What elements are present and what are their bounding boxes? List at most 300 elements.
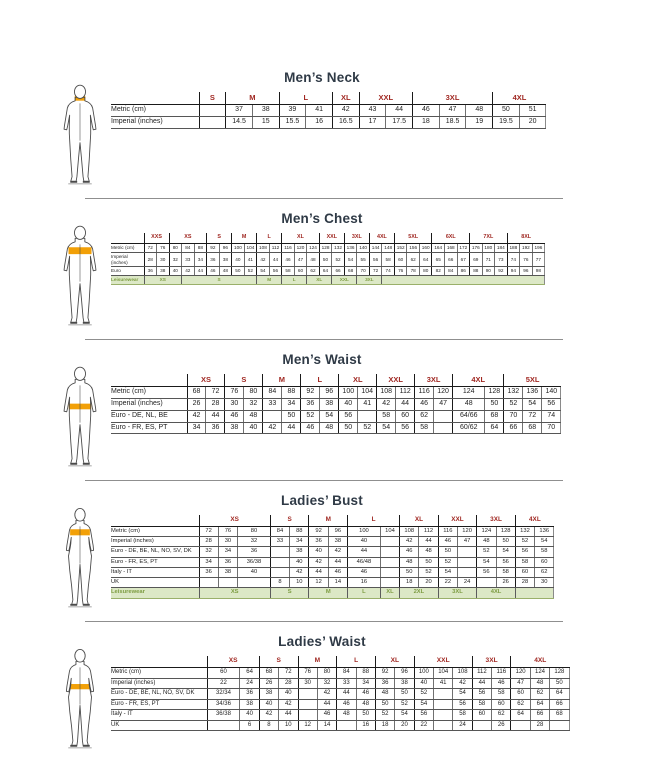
figure-male-waist	[57, 366, 103, 468]
size-value-cell: 36/38	[238, 557, 271, 567]
size-value-cell: 50	[395, 689, 414, 700]
size-value-cell: 18	[375, 720, 394, 731]
size-value-cell: 64	[530, 699, 549, 710]
size-value-cell: 34	[218, 547, 237, 557]
size-value-cell	[298, 710, 317, 721]
table-row	[111, 527, 554, 537]
size-table-corner	[111, 374, 187, 387]
size-value-cell: 50	[375, 699, 394, 710]
size-value-cell: 54	[535, 537, 554, 547]
size-value-cell: 168	[445, 243, 458, 252]
size-value-cell: 34	[356, 678, 375, 689]
size-value-cell: 58	[282, 267, 295, 276]
leisurewear-cell: 2XL	[400, 588, 439, 598]
size-value-cell: 192	[520, 243, 533, 252]
size-value-cell: 68	[259, 668, 278, 679]
table-row	[111, 410, 561, 422]
size-value-cell	[199, 117, 226, 129]
section-title: Ladies’ Waist	[278, 634, 366, 649]
size-value-cell: 42	[332, 105, 359, 117]
size-value-cell: 16	[306, 117, 333, 129]
size-value-cell: 74	[542, 410, 561, 422]
size-value-cell: 52	[477, 547, 496, 557]
size-value-cell: 50	[356, 710, 375, 721]
size-value-cell: 22	[414, 720, 433, 731]
leisurewear-cell: 3XL	[438, 588, 477, 598]
size-value-cell: 36	[375, 678, 394, 689]
size-value-cell	[380, 537, 399, 547]
table-row	[111, 105, 546, 117]
leisurewear-row	[111, 588, 554, 598]
size-value-cell: 68	[550, 710, 569, 721]
size-value-cell: 42	[182, 267, 195, 276]
table-row	[111, 578, 554, 588]
size-value-cell: 8	[259, 720, 278, 731]
section-title: Men’s Chest	[281, 211, 363, 226]
size-value-cell: 40	[290, 557, 309, 567]
size-value-cell: 124	[530, 668, 549, 679]
size-value-cell: 62	[511, 699, 530, 710]
size-header-XXL: XXL	[377, 374, 415, 387]
row-label: Metric (cm)	[111, 668, 207, 679]
size-value-cell: 50	[232, 267, 245, 276]
size-value-cell: 42	[290, 567, 309, 577]
size-value-cell: 44	[386, 105, 413, 117]
size-value-cell: 188	[507, 243, 520, 252]
size-value-cell: 96	[395, 668, 414, 679]
table-row	[111, 557, 554, 567]
size-value-cell: 60/62	[453, 422, 485, 434]
size-header-XXL: XXL	[319, 233, 344, 243]
size-header-L: L	[301, 374, 339, 387]
size-header-L: L	[337, 656, 376, 668]
size-value-cell: 30	[157, 252, 170, 267]
size-value-cell: 40	[238, 567, 271, 577]
size-table-corner	[111, 233, 144, 243]
size-value-cell: 56	[396, 422, 415, 434]
size-value-cell: 80	[317, 668, 336, 679]
size-value-cell: 108	[257, 243, 270, 252]
size-header-7XL: 7XL	[470, 233, 508, 243]
size-value-cell: 62	[530, 689, 549, 700]
size-value-cell: 40	[232, 252, 245, 267]
size-value-cell: 56	[453, 699, 472, 710]
size-value-cell: 54	[453, 689, 472, 700]
size-value-cell: 88	[194, 243, 207, 252]
size-value-cell: 74	[507, 252, 520, 267]
size-value-cell: 14	[328, 578, 347, 588]
size-value-cell: 84	[182, 243, 195, 252]
size-value-cell: 68	[187, 387, 206, 399]
size-value-cell: 40	[414, 678, 433, 689]
size-value-cell: 46	[438, 537, 457, 547]
size-value-cell: 36/38	[207, 710, 240, 721]
size-value-cell: 128	[319, 243, 332, 252]
size-value-cell: 46	[415, 399, 434, 411]
size-value-cell: 80	[169, 243, 182, 252]
row-label: Euro - FR, ES, PT	[111, 699, 207, 710]
size-value-cell: 112	[472, 668, 491, 679]
row-label: Euro	[111, 267, 144, 276]
size-value-cell: 100	[339, 387, 358, 399]
size-value-cell: 34	[187, 422, 206, 434]
size-value-cell: 20	[395, 720, 414, 731]
size-value-cell: 52	[244, 267, 257, 276]
size-value-cell: 60	[207, 668, 240, 679]
size-value-cell: 64	[511, 710, 530, 721]
size-value-cell: 116	[492, 668, 511, 679]
size-value-cell: 38	[219, 252, 232, 267]
size-value-cell: 14.5	[226, 117, 253, 129]
size-header-4XL: 4XL	[493, 92, 546, 105]
size-value-cell: 46	[328, 567, 347, 577]
size-value-cell: 34	[290, 537, 309, 547]
size-value-cell	[434, 689, 453, 700]
size-value-cell: 10	[279, 720, 298, 731]
size-value-cell: 64	[550, 689, 569, 700]
row-label-leisurewear: Leisurewear	[111, 588, 199, 598]
row-label: UK	[111, 720, 207, 731]
size-header-M: M	[232, 233, 257, 243]
size-value-cell: 30	[535, 578, 554, 588]
row-label: Metric (cm)	[111, 387, 187, 399]
size-value-cell: 38	[395, 678, 414, 689]
size-value-cell: 56	[472, 689, 491, 700]
size-value-cell: 42	[257, 252, 270, 267]
size-value-cell: 30	[225, 399, 244, 411]
size-value-cell: 50	[438, 547, 457, 557]
row-label: Imperial (inches)	[111, 678, 207, 689]
size-value-cell: 132	[332, 243, 345, 252]
size-header-L: L	[279, 92, 332, 105]
size-value-cell: 84	[270, 527, 289, 537]
size-value-cell: 50	[319, 252, 332, 267]
size-value-cell: 60	[472, 710, 491, 721]
size-value-cell: 140	[542, 387, 561, 399]
size-value-cell: 20	[519, 117, 546, 129]
size-value-cell: 38	[320, 399, 339, 411]
size-value-cell: 47	[294, 252, 307, 267]
size-value-cell: 34	[282, 399, 301, 411]
size-value-cell: 34/36	[207, 699, 240, 710]
leisurewear-cell: L	[348, 588, 381, 598]
row-label: Euro - FR, ES, PT	[111, 422, 187, 434]
size-value-cell: 70	[357, 267, 370, 276]
size-value-cell: 144	[369, 243, 382, 252]
size-value-cell: 36	[301, 399, 320, 411]
row-label: UK	[111, 578, 199, 588]
table-row	[111, 678, 569, 689]
size-header-XXL: XXL	[438, 515, 477, 527]
size-value-cell: 54	[477, 557, 496, 567]
size-value-cell: 26	[187, 399, 206, 411]
size-value-cell: 48	[466, 105, 493, 117]
size-value-cell: 76	[218, 527, 237, 537]
size-value-cell: 26	[496, 578, 515, 588]
table-row	[111, 699, 569, 710]
size-value-cell: 32	[244, 399, 263, 411]
size-value-cell: 72	[199, 527, 218, 537]
size-value-cell: 78	[407, 267, 420, 276]
size-header-XXS: XXS	[144, 233, 169, 243]
size-header-3XL: 3XL	[344, 233, 369, 243]
row-label: Euro - FR, ES, PT	[111, 557, 199, 567]
size-value-cell: 68	[485, 410, 504, 422]
size-value-cell: 44	[194, 267, 207, 276]
leisurewear-cell: M	[309, 588, 348, 598]
size-value-cell: 46	[207, 267, 220, 276]
size-value-cell: 72	[369, 267, 382, 276]
size-value-cell: 46	[356, 689, 375, 700]
size-header-XS: XS	[169, 233, 207, 243]
section-body	[57, 233, 587, 327]
size-value-cell: 44	[279, 710, 298, 721]
size-value-cell: 10	[290, 578, 309, 588]
size-value-cell: 67	[457, 252, 470, 267]
size-value-cell: 42	[377, 399, 396, 411]
size-value-cell: 56	[515, 547, 534, 557]
size-value-cell: 112	[396, 387, 415, 399]
size-value-cell: 40	[348, 537, 381, 547]
size-value-cell: 76	[157, 243, 170, 252]
size-value-cell: 42	[187, 410, 206, 422]
size-value-cell: 64	[419, 252, 432, 267]
row-label: Imperial (inches)	[111, 399, 187, 411]
size-value-cell: 104	[244, 243, 257, 252]
size-value-cell: 18	[413, 117, 440, 129]
section-title: Men’s Waist	[282, 352, 362, 367]
size-value-cell: 32	[169, 252, 182, 267]
leisurewear-row	[111, 276, 545, 285]
size-value-cell: 41	[358, 399, 377, 411]
section-mens-chest	[57, 211, 587, 327]
size-value-cell: 44	[269, 252, 282, 267]
size-value-cell: 18.5	[439, 117, 466, 129]
size-value-cell: 48	[400, 557, 419, 567]
row-label: Imperial (inches)	[111, 252, 144, 267]
size-value-cell: 52	[414, 689, 433, 700]
figure-male-neck	[57, 84, 103, 186]
size-value-cell	[434, 410, 453, 422]
size-table-mens-chest	[111, 233, 545, 285]
size-value-cell: 112	[269, 243, 282, 252]
size-value-cell: 43	[359, 105, 386, 117]
size-value-cell: 88	[282, 387, 301, 399]
row-label: Metric (cm)	[111, 243, 144, 252]
size-value-cell: 42	[259, 710, 278, 721]
size-value-cell: 136	[344, 243, 357, 252]
size-value-cell: 17	[359, 117, 386, 129]
table-row	[111, 547, 554, 557]
size-header-S: S	[270, 515, 309, 527]
section-title: Men’s Neck	[284, 70, 360, 85]
size-value-cell: 54	[257, 267, 270, 276]
size-value-cell: 88	[356, 668, 375, 679]
size-value-cell: 120	[457, 527, 476, 537]
size-value-cell: 33	[182, 252, 195, 267]
size-header-XS: XS	[207, 656, 259, 668]
size-value-cell: 70	[504, 410, 523, 422]
size-value-cell: 28	[206, 399, 225, 411]
size-value-cell: 56	[369, 252, 382, 267]
size-value-cell: 48	[244, 410, 263, 422]
size-header-S: S	[207, 233, 232, 243]
size-value-cell: 47	[439, 105, 466, 117]
size-value-cell: 58	[377, 410, 396, 422]
size-value-cell: 48	[477, 537, 496, 547]
size-header-S: S	[259, 656, 298, 668]
size-value-cell	[380, 557, 399, 567]
size-value-cell: 17.5	[386, 117, 413, 129]
row-label: Metric (cm)	[111, 527, 199, 537]
table-row	[111, 117, 546, 129]
size-value-cell: 92	[495, 267, 508, 276]
size-header-4XL: 4XL	[515, 515, 554, 527]
size-value-cell: 86	[457, 267, 470, 276]
section-divider	[85, 339, 563, 340]
size-header-XL: XL	[282, 233, 320, 243]
size-value-cell: 36	[240, 689, 259, 700]
size-value-cell: 50	[419, 557, 438, 567]
size-value-cell: 74	[382, 267, 395, 276]
size-table-corner	[111, 656, 207, 668]
size-value-cell: 33	[337, 678, 356, 689]
size-value-cell: 37	[226, 105, 253, 117]
size-value-cell: 132	[504, 387, 523, 399]
size-value-cell: 54	[377, 422, 396, 434]
size-value-cell: 73	[495, 252, 508, 267]
size-header-XXL: XXL	[414, 656, 472, 668]
sections	[57, 70, 587, 750]
size-value-cell: 38	[157, 267, 170, 276]
size-value-cell: 46	[400, 547, 419, 557]
leisurewear-cell	[515, 588, 554, 598]
size-value-cell: 64	[240, 668, 259, 679]
size-value-cell: 36	[238, 547, 271, 557]
size-value-cell: 15.5	[279, 117, 306, 129]
size-value-cell: 56	[477, 567, 496, 577]
table-row	[111, 267, 545, 276]
size-value-cell: 50	[493, 105, 520, 117]
size-value-cell: 80	[244, 387, 263, 399]
size-value-cell: 56	[269, 267, 282, 276]
size-value-cell: 68	[344, 267, 357, 276]
leisurewear-cell: S	[270, 588, 309, 598]
size-value-cell: 26	[259, 678, 278, 689]
size-value-cell: 47	[434, 399, 453, 411]
size-value-cell: 66	[530, 710, 549, 721]
section-divider	[85, 621, 563, 622]
size-value-cell: 164	[432, 243, 445, 252]
size-value-cell: 80	[238, 527, 271, 537]
size-value-cell: 6	[240, 720, 259, 731]
size-value-cell: 66	[550, 699, 569, 710]
size-value-cell: 184	[495, 243, 508, 252]
size-value-cell	[270, 557, 289, 567]
size-table-mens-waist	[111, 374, 561, 434]
section-title: Ladies’ Bust	[281, 493, 363, 508]
leisurewear-cell: XXL	[332, 276, 357, 285]
size-value-cell: 19.5	[493, 117, 520, 129]
size-value-cell: 136	[523, 387, 542, 399]
size-value-cell: 38	[259, 689, 278, 700]
size-value-cell: 36	[218, 557, 237, 567]
size-value-cell: 92	[375, 668, 394, 679]
size-value-cell: 46	[348, 567, 381, 577]
size-value-cell: 56	[339, 410, 358, 422]
size-value-cell: 64	[319, 267, 332, 276]
size-value-cell: 58	[453, 710, 472, 721]
size-value-cell: 84	[445, 267, 458, 276]
table-row	[111, 252, 545, 267]
size-value-cell: 88	[290, 527, 309, 537]
size-value-cell: 132	[515, 527, 534, 537]
size-value-cell: 128	[550, 668, 569, 679]
size-value-cell	[358, 410, 377, 422]
size-value-cell: 92	[309, 527, 328, 537]
size-value-cell: 24	[453, 720, 472, 731]
size-value-cell: 180	[482, 243, 495, 252]
size-value-cell	[434, 422, 453, 434]
size-value-cell: 58	[472, 699, 491, 710]
row-label: Imperial (inches)	[111, 117, 199, 129]
size-value-cell: 46/48	[348, 557, 381, 567]
size-value-cell: 34	[199, 557, 218, 567]
table-row	[111, 399, 561, 411]
size-value-cell: 62	[407, 252, 420, 267]
size-value-cell: 66	[445, 252, 458, 267]
size-value-cell: 32/34	[207, 689, 240, 700]
table-row	[111, 567, 554, 577]
size-value-cell: 42	[279, 699, 298, 710]
size-value-cell: 84	[263, 387, 282, 399]
size-value-cell: 36	[199, 567, 218, 577]
size-value-cell	[199, 105, 226, 117]
leisurewear-cell: XL	[380, 588, 399, 598]
size-value-cell: 44	[317, 699, 336, 710]
row-label-leisurewear: Leisurewear	[111, 276, 144, 285]
size-table-mens-neck	[111, 92, 546, 129]
size-value-cell: 96	[219, 243, 232, 252]
row-label: Metric (cm)	[111, 105, 199, 117]
size-value-cell: 44	[282, 422, 301, 434]
size-header-M: M	[263, 374, 301, 387]
size-value-cell: 42	[263, 422, 282, 434]
size-value-cell	[380, 547, 399, 557]
size-value-cell: 56	[496, 557, 515, 567]
size-value-cell: 52	[515, 537, 534, 547]
size-header-5XL: 5XL	[504, 374, 561, 387]
size-value-cell: 20	[419, 578, 438, 588]
size-value-cell: 104	[380, 527, 399, 537]
size-value-cell: 50	[485, 399, 504, 411]
size-value-cell: 66	[504, 422, 523, 434]
size-value-cell: 46	[225, 410, 244, 422]
size-value-cell: 44	[206, 410, 225, 422]
size-value-cell: 44	[328, 557, 347, 567]
row-label: Imperial (inches)	[111, 537, 199, 547]
size-value-cell	[457, 567, 476, 577]
leisurewear-cell: S	[182, 276, 257, 285]
size-value-cell	[298, 699, 317, 710]
size-value-cell: 72	[523, 410, 542, 422]
size-value-cell: 58	[496, 567, 515, 577]
size-value-cell	[380, 578, 399, 588]
size-value-cell: 120	[434, 387, 453, 399]
size-value-cell: 54	[344, 252, 357, 267]
size-value-cell: 108	[453, 668, 472, 679]
size-value-cell: 58	[492, 689, 511, 700]
